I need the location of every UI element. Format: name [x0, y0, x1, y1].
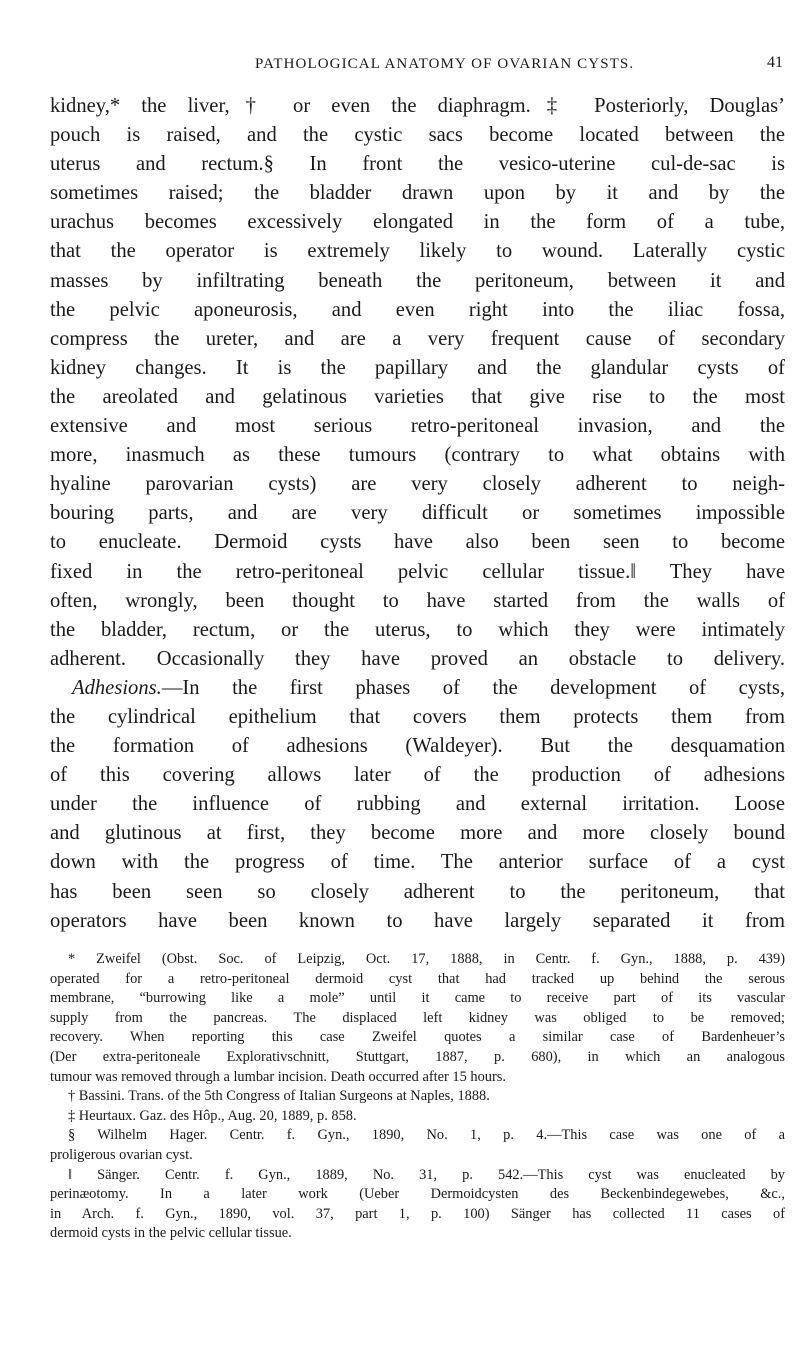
footnote-line: (Der extra-peritoneale Explorativschnitt, Stuttgart, 1887, p. 680), in which an analogous: [50, 1048, 785, 1065]
footnote-line: perinæotomy. In a later work (Ueber Dermoidcysten des Beckenbindegewebes, &c.,: [50, 1186, 785, 1203]
footnote-line: operated for a retro-peritoneal dermoid cyst that had tracked up behind the serous: [50, 970, 785, 987]
adhesions-heading: Adhesions.: [72, 676, 162, 699]
body-line: urachus becomes excessively elongated in the form of a tube,: [50, 211, 785, 234]
footnote-line: * Zweifel (Obst. Soc. of Leipzig, Oct. 17, 1888, in Centr. f. Gyn., 1888, p. 439): [68, 951, 785, 967]
body-line: masses by infiltrating beneath the peritoneum, between it and: [50, 269, 785, 292]
footnote-line: supply from the pancreas. The displaced left kidney was obliged to be removed;: [50, 1009, 785, 1026]
body-line: under the influence of rubbing and external irritation. Loose: [50, 793, 785, 816]
body-line: the formation of adhesions (Waldeyer). But the desquamation: [50, 735, 785, 758]
body-line: fixed in the retro-peritoneal pelvic cellular tissue.‖ They have: [50, 560, 785, 583]
body-line: adherent. Occasionally they have proved an obstacle to delivery.: [50, 647, 785, 670]
body-line: the bladder, rectum, or the uterus, to which they were intimately: [50, 618, 785, 641]
body-line: sometimes raised; the bladder drawn upon by it and by the: [50, 182, 785, 205]
body-line: uterus and rectum.§ In front the vesico-uterine cul-de-sac is: [50, 153, 785, 176]
footnote-line: recovery. When reporting this case Zweifel quotes a similar case of Bardenheuer’s: [50, 1029, 785, 1046]
running-head: PATHOLOGICAL ANATOMY OF OVARIAN CYSTS.: [255, 56, 635, 72]
adhesions-line-rest: —In the first phases of the development of cysts,: [161, 676, 785, 699]
footnote-line: membrane, “burrowing like a mole” until it came to receive part of its vascular: [50, 990, 785, 1007]
body-line: kidney changes. It is the papillary and the glandular cysts of: [50, 356, 785, 379]
footnote-line: † Bassini. Trans. of the 5th Congress of Italian Surgeons at Naples, 1888.: [68, 1088, 490, 1105]
body-line: operators have been known to have largely separated it from: [50, 909, 785, 932]
footnote-line: ‡ Heurtaux. Gaz. des Hôp., Aug. 20, 1889, p. 858.: [68, 1107, 357, 1124]
body-line: kidney,* the liver,† or even the diaphragm.‡ Posteriorly, Douglas’: [50, 95, 785, 117]
footnote-line: in Arch. f. Gyn., 1890, vol. 37, part 1, p. 100) Sänger has collected 11 cases of: [50, 1205, 785, 1222]
body-line: the areolated and gelatinous varieties that give rise to the most: [50, 385, 785, 408]
adhesions-paragraph-start: [50, 674, 785, 703]
footnote-line: § Wilhelm Hager. Centr. f. Gyn., 1890, No. 1, p. 4.—This case was one of a: [68, 1127, 785, 1144]
page-header: [255, 56, 795, 82]
body-line: that the operator is extremely likely to wound. Laterally cystic: [50, 240, 785, 263]
body-line: compress the ureter, and are a very frequent cause of secondary: [50, 327, 785, 350]
page-number: 41: [767, 54, 783, 71]
body-line: down with the progress of time. The anterior surface of a cyst: [50, 851, 785, 874]
footnote-line: dermoid cysts in the pelvic cellular tissue.: [50, 1225, 292, 1242]
body-line: often, wrongly, been thought to have started from the walls of: [50, 589, 785, 612]
body-line: more, inasmuch as these tumours (contrary to what obtains with: [50, 444, 785, 467]
footnotes: [50, 950, 785, 1244]
body-line: the cylindrical epithelium that covers them protects them from: [50, 705, 785, 728]
body-text: [50, 92, 785, 936]
body-line: hyaline parovarian cysts) are very closely adherent to neigh-: [50, 473, 785, 496]
body-line: of this covering allows later of the production of adhesions: [50, 764, 785, 787]
footnote-line: tumour was removed through a lumbar incision. Death occurred after 15 hours.: [50, 1068, 506, 1085]
body-line: pouch is raised, and the cystic sacs become located between the: [50, 124, 785, 147]
body-line: to enucleate. Dermoid cysts have also been seen to become: [50, 531, 785, 554]
body-line: extensive and most serious retro-peritoneal invasion, and the: [50, 415, 785, 438]
footnote-line: ‖ Sänger. Centr. f. Gyn., 1889, No. 31, p. 542.—This cyst was enucleated by: [68, 1166, 785, 1183]
body-line: the pelvic aponeurosis, and even right into the iliac fossa,: [50, 298, 785, 321]
body-line: has been seen so closely adherent to the peritoneum, that: [50, 880, 785, 903]
body-line: bouring parts, and are very difficult or sometimes impossible: [50, 502, 785, 525]
footnote-line: proligerous ovarian cyst.: [50, 1146, 193, 1163]
body-line: and glutinous at first, they become more and more closely bound: [50, 822, 785, 845]
